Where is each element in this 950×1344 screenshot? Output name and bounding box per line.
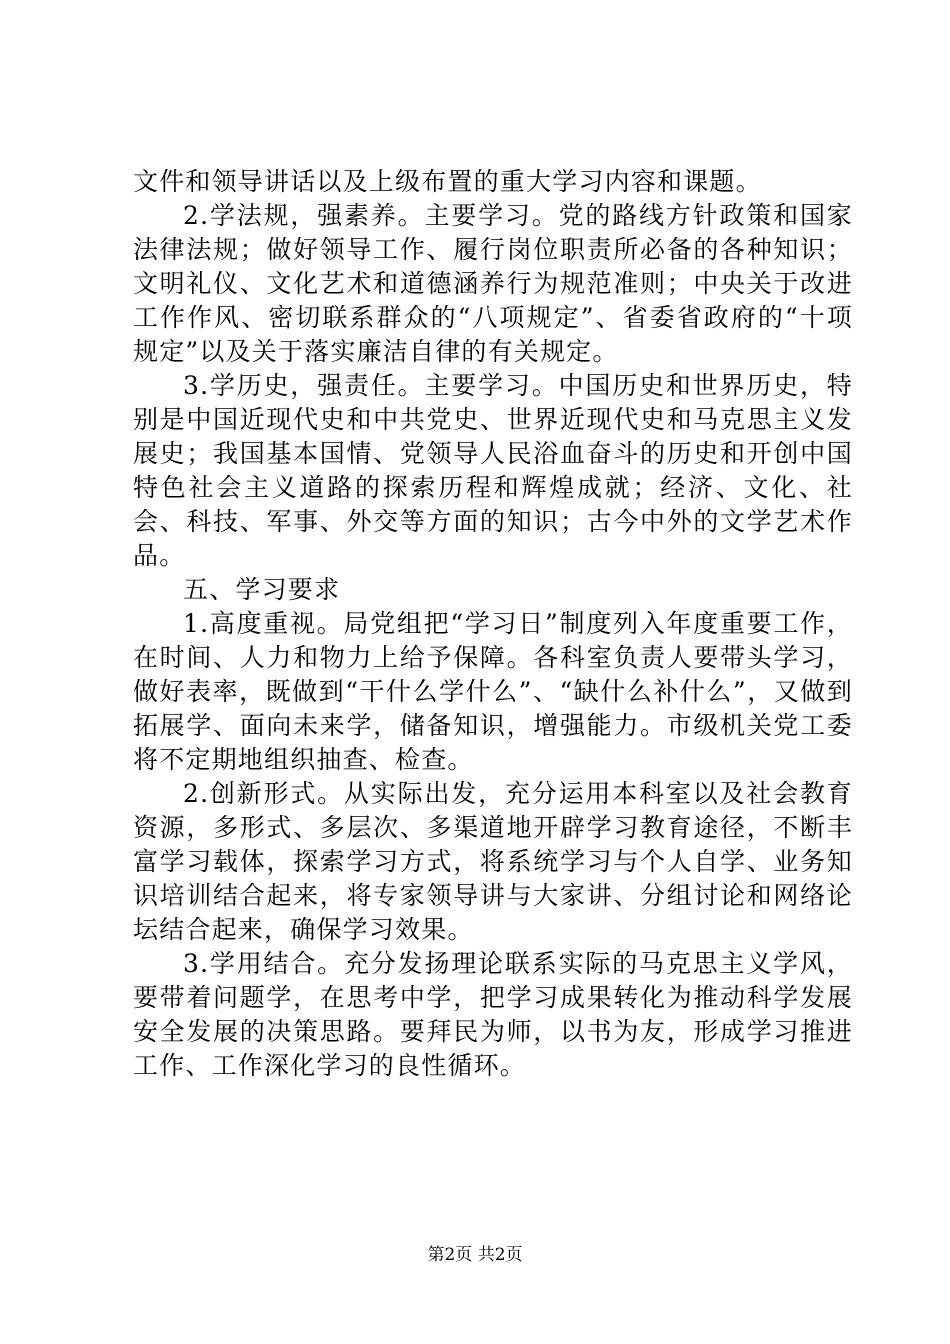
paragraph-continuation: 文件和领导讲话以及上级布置的重大学习内容和课题。 [133, 167, 762, 196]
paragraph-high-priority: 1.高度重视。局党组把“学习日”制度列入年度重要工作，在时间、人力和物力上给予保障。各科室负责人要带头学习，做好表率，既做到“干什么学什么”、“缺什么补什么”，又做到拓展学、面向未来学，储备知识，增强能力。市级机关党工委将不定期地组织抽查、检查。 [133, 609, 853, 774]
paragraph-combine-study-use: 3.学用结合。充分发扬理论联系实际的马克思主义学风，要带着问题学，在思考中学，把学习成果转化为推动科学发展安全发展的决策思路。要拜民为师，以书为友，形成学习推进工作、工作深化学习的良性循环。 [133, 949, 853, 1080]
document-body [133, 165, 853, 1083]
paragraph-innovate-forms: 2.创新形式。从实际出发，充分运用本科室以及社会教育资源，多形式、多层次、多渠道地开辟学习教育途径，不断丰富学习载体，探索学习方式，将系统学习与个人自学、业务知识培训结合起来，将专家领导讲与大家讲、分组讨论和网络论坛结合起来，确保学习效果。 [133, 779, 853, 944]
section-heading-requirements: 五、学习要求 [183, 575, 341, 604]
paragraph-study-history: 3.学历史，强责任。主要学习。中国历史和世界历史，特别是中国近现代史和中共党史、世界近现代史和马克思主义发展史；我国基本国情、党领导人民浴血奋斗的历史和开创中国特色社会主义道路的探索历程和辉煌成就；经济、文化、社会、科技、军事、外交等方面的知识；古今中外的文学艺术作品。 [133, 371, 853, 570]
page-number: 第2页 共2页 [427, 1245, 523, 1265]
paragraph-study-laws: 2.学法规，强素养。主要学习。党的路线方针政策和国家法律法规；做好领导工作、履行岗位职责所必备的各种知识；文明礼仪、文化艺术和道德涵养行为规范准则；中央关于改进工作作风、密切联系群众的“八项规定”、省委省政府的“十项规定”以及关于落实廉洁自律的有关规定。 [133, 201, 853, 366]
page-footer [0, 1240, 950, 1265]
